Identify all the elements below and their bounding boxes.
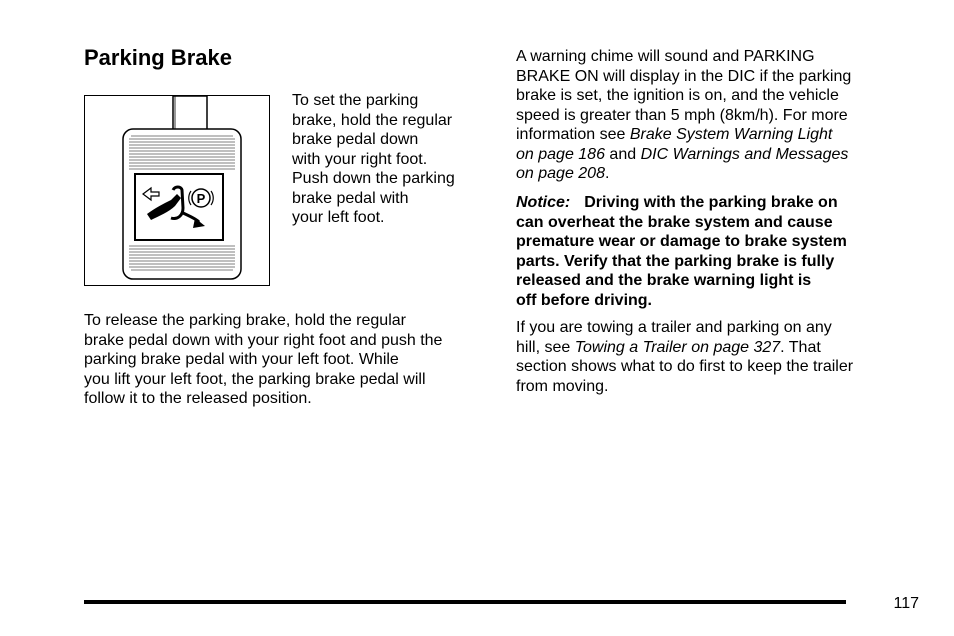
text-line: brake pedal with [292, 189, 409, 207]
text-line: off before driving. [516, 291, 652, 309]
symbol-window [135, 174, 223, 240]
text-line: parking brake pedal with your left foot. While [84, 351, 399, 368]
dic-warnings-reference[interactable]: DIC Warnings and Messages [640, 145, 849, 163]
text-line: BRAKE ON will display in the DIC if the parking [516, 67, 852, 85]
text-fragment: Driving with the parking brake on [584, 194, 838, 211]
text-line: speed is greater than 5 mph (8km/h). For more [516, 106, 848, 124]
text-line [516, 193, 847, 213]
text-line: To set the parking [292, 92, 419, 109]
text-line: released and the brake warning light is [516, 272, 812, 289]
pedal-arm [173, 96, 207, 130]
notice-paragraph [516, 193, 847, 310]
text-fragment: information see [516, 126, 630, 143]
text-line: can overheat the brake system and cause [516, 213, 833, 231]
text-line: parts. Verify that the parking brake is fully [516, 252, 835, 270]
text-line: brake, hold the regular [292, 111, 453, 129]
dic-warnings-page-reference[interactable]: on page 208 [516, 165, 605, 182]
text-line: premature wear or damage to brake system [516, 233, 847, 250]
text-line: follow it to the released position. [84, 390, 312, 407]
text-line: your left foot. [292, 209, 385, 226]
notice-label: Notice: [516, 194, 571, 211]
set-parking-brake-paragraph [292, 91, 455, 228]
text-line: A warning chime will sound and PARKING [516, 48, 815, 65]
text-line [516, 125, 851, 145]
text-fragment: . [604, 165, 610, 182]
text-fragment: . That [780, 338, 821, 356]
text-fragment: and [604, 145, 641, 163]
text-line: To release the parking brake, hold the regular [84, 312, 406, 329]
text-line [516, 338, 853, 358]
text-line: section shows what to do first to keep the trailer [516, 358, 854, 375]
text-line: Push down the parking [292, 170, 455, 187]
text-line [516, 164, 851, 184]
text-fragment: hill, see [516, 338, 575, 356]
text-line [516, 145, 851, 165]
text-line: you lift your left foot, the parking brake pedal will [84, 370, 426, 388]
text-line: from moving. [516, 377, 609, 395]
towing-trailer-reference[interactable]: Towing a Trailer on page 327 [574, 338, 781, 356]
text-line: If you are towing a trailer and parking on any [516, 319, 832, 336]
page-heading: Parking Brake [84, 45, 232, 70]
footer-rule [84, 600, 846, 604]
warning-chime-paragraph [516, 47, 851, 184]
text-line: brake is set, the ignition is on, and the vehicle [516, 87, 839, 104]
text-line: with your right foot. [292, 150, 428, 168]
parking-p-letter: P [196, 191, 206, 206]
brake-warning-light-page-reference[interactable]: on page 186 [516, 145, 605, 163]
text-line: brake pedal down with your right foot and push the [84, 331, 443, 349]
parking-brake-pedal-illustration [84, 95, 270, 286]
page-number: 117 [893, 595, 919, 612]
brake-warning-light-reference[interactable]: Brake System Warning Light [629, 126, 833, 143]
text-line: brake pedal down [292, 131, 419, 148]
release-parking-brake-paragraph [84, 311, 442, 409]
towing-paragraph [516, 318, 853, 396]
